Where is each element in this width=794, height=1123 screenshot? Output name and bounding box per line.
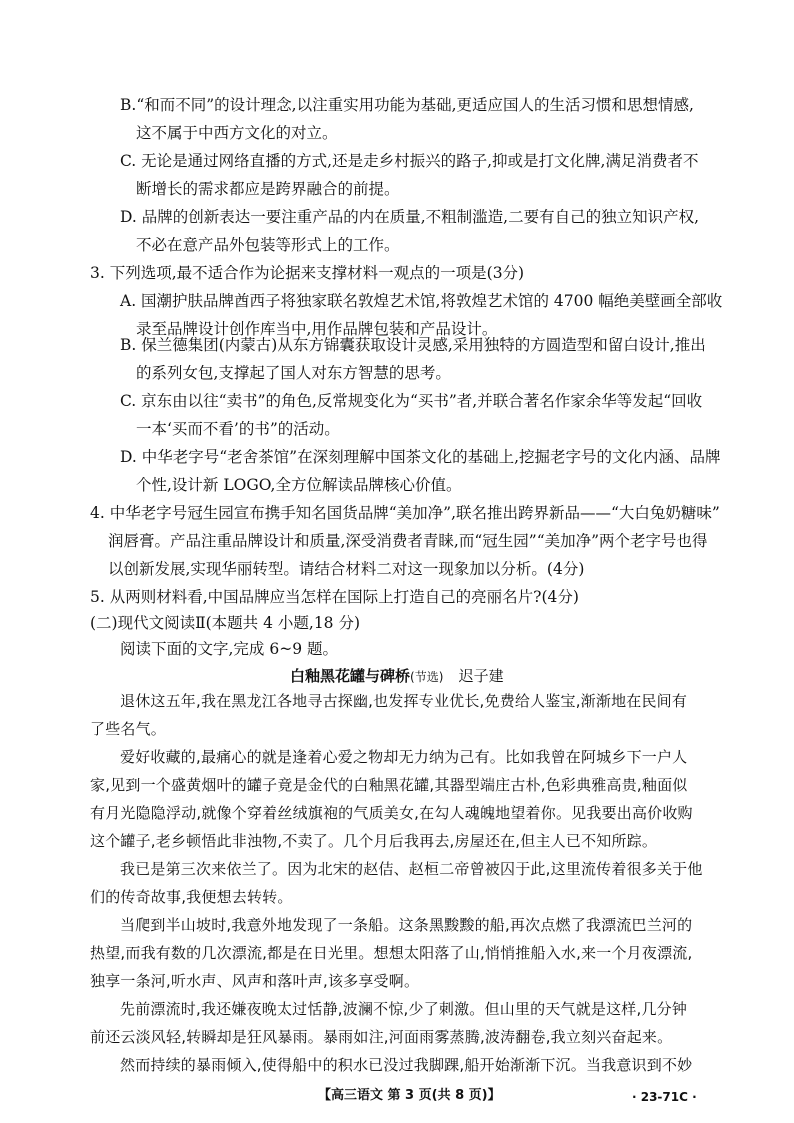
option-c-line-1: C. 无论是通过网络直播的方式,还是走乡村振兴的路子,抑或是打文化牌,满足消费者不: [120, 152, 699, 170]
q3-option-b-line-2: 的系列女包,支撑起了国人对东方智慧的思考。: [136, 364, 451, 382]
passage-line: 有月光隐隐浮动,就像个穿着丝绒旗袍的气质美女,在勾人魂魄地望着你。见我要出高价收购: [90, 804, 693, 822]
question-4-line-3: 以创新发展,实现华丽转型。请结合材料二对这一现象加以分析。(4分): [108, 560, 585, 578]
question-5: 5. 从两则材料看,中国品牌应当怎样在国际上打造自己的亮丽名片?(4分): [90, 588, 579, 606]
question-4-line-2: 润唇膏。产品注重品牌设计和质量,深受消费者青睐,而“冠生园”“美加净”两个老字号也得: [108, 532, 708, 550]
passage-line: 我已是第三次来依兰了。因为北宋的赵佶、赵桓二帝曾被囚于此,这里流传着很多关于他: [120, 860, 703, 878]
q3-option-a-line-1: A. 国潮护肤品牌酋西子将独家联名敦煌艺术馆,将敦煌艺术馆的 4700 幅绝美壁画全部收: [120, 292, 723, 310]
reading-instruction: 阅读下面的文字,完成 6~9 题。: [120, 640, 338, 658]
q3-option-b-line-1: B. 保兰德集团(内蒙古)从东方锦囊获取设计灵感,采用独特的方圆造型和留白设计,推出: [120, 336, 706, 354]
passage-line: 前还云淡风轻,转瞬却是狂风暴雨。暴雨如注,河面雨雾蒸腾,波涛翻卷,我立刻兴奋起来。: [90, 1028, 673, 1046]
passage-line: 了些名气。: [90, 720, 167, 738]
page-footer-label: 【高三语文 第 3 页(共 8 页)】: [318, 1088, 501, 1103]
question-4-line-1: 4. 中华老字号冠生园宣布携手知名国货品牌“美加净”,联名推出跨界新品——“大白兔奶糖味”: [90, 504, 720, 522]
option-b-line-2: 这不属于中西方文化的对立。: [136, 124, 338, 142]
passage-title: 白釉黑花罐与碑桥: [290, 667, 411, 685]
passage-line: 退休这五年,我在黑龙江各地寻古探幽,也发挥专业优长,免费给人鉴宝,渐渐地在民间有: [120, 692, 688, 710]
section-heading: (二)现代文阅读Ⅱ(本题共 4 小题,18 分): [90, 614, 361, 632]
page-footer-code: · 23-71C ·: [632, 1090, 697, 1104]
q3-option-c-line-1: C. 京东由以往“卖书”的角色,反常规变化为“买书”者,并联合著名作家余华等发起“回收: [120, 392, 703, 410]
q3-option-c-line-2: 一本‘买而不看’的书”的活动。: [136, 420, 340, 438]
passage-title-row: [290, 666, 504, 686]
passage-line: 先前漂流时,我还嫌夜晚太过恬静,波澜不惊,少了刺激。但山里的天气就是这样,几分钟: [120, 1000, 688, 1018]
passage-line: 这个罐子,老乡顿悟此非浊物,不卖了。几个月后我再去,房屋还在,但主人已不知所踪。: [90, 832, 658, 850]
passage-line: 爱好收藏的,最痛心的就是逢着心爱之物却无力纳为己有。比如我曾在阿城乡下一户人: [120, 748, 688, 766]
passage-line: 们的传奇故事,我便想去转转。: [90, 888, 293, 906]
q3-option-a-line-2: 录至品牌设计创作库当中,用作品牌包装和产品设计。: [136, 320, 498, 338]
option-d-line-1: D. 品牌的创新表达一要注重产品的内在质量,不粗制滥造,二要有自己的独立知识产权,: [120, 208, 700, 226]
passage-line: 独享一条河,听水声、风声和落叶声,该多享受啊。: [90, 972, 420, 990]
passage-author: 迟子建: [458, 667, 504, 685]
option-d-line-2: 不必在意产品外包装等形式上的工作。: [136, 236, 400, 254]
passage-line: 然而持续的暴雨倾入,使得船中的积水已没过我脚踝,船开始渐渐下沉。当我意识到不妙: [120, 1056, 693, 1074]
passage-excerpt-note: (节选): [410, 670, 444, 684]
option-b-line-1: B.“和而不同”的设计理念,以注重实用功能为基础,更适应国人的生活习惯和思想情感,: [120, 96, 694, 114]
passage-line: 家,见到一个盛黄烟叶的罐子竟是金代的白釉黑花罐,其器型端庄古朴,色彩典雅高贵,釉面似: [90, 776, 688, 794]
q3-option-d-line-2: 个性,设计新 LOGO,全方位解读品牌核心价值。: [136, 476, 462, 494]
q3-option-d-line-1: D. 中华老字号“老舍茶馆”在深刻理解中国茶文化的基础上,挖掘老字号的文化内涵、品牌: [120, 448, 721, 466]
option-c-line-2: 断增长的需求都应是跨界融合的前提。: [136, 180, 400, 198]
passage-line: 热望,而我有数的几次漂流,都是在日光里。想想太阳落了山,悄悄推船入水,来一个月夜漂流,: [90, 944, 693, 962]
question-3-stem: 3. 下列选项,最不适合作为论据来支撑材料一观点的一项是(3分): [90, 264, 525, 282]
passage-line: 当爬到半山坡时,我意外地发现了一条船。这条黑黢黢的船,再次点燃了我漂流巴兰河的: [120, 916, 693, 934]
